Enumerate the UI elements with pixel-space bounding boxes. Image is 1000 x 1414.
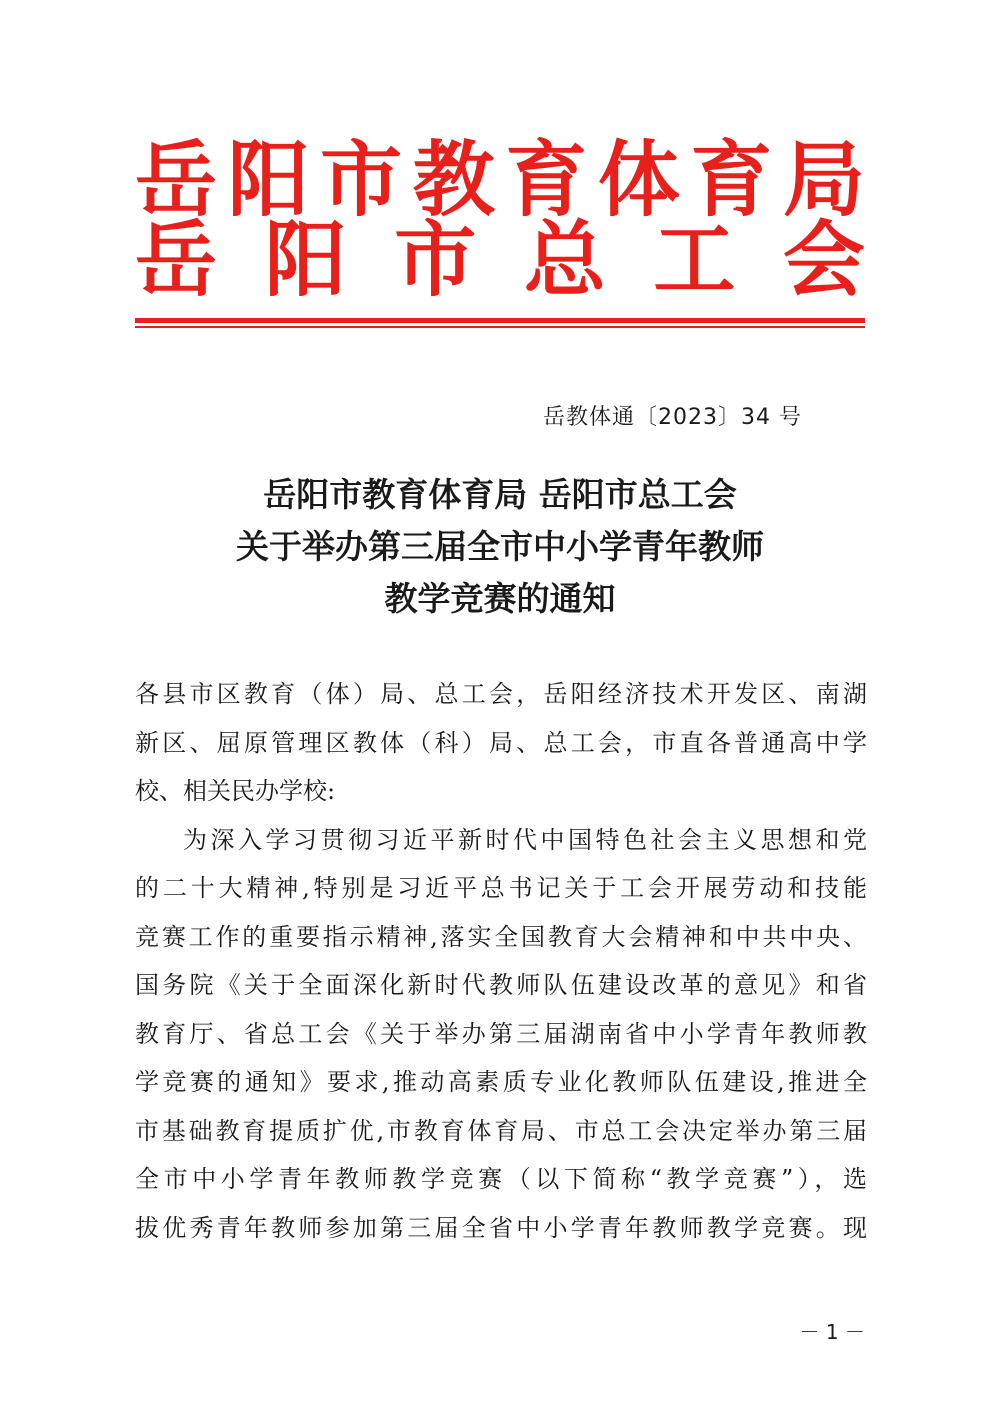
header-char: 局 (782, 132, 865, 228)
text-line: 的二十大精神,特别是习近平总书记关于工会开展劳动和技能 (135, 874, 867, 902)
header-char: 体 (597, 132, 680, 228)
text-line: 教育厅、省总工会《关于举办第三届湖南省中小学青年教师教 (135, 1019, 867, 1048)
text-line: 全市中小学青年教师教学竞赛（以下简称“教学竞赛”），选 (135, 1165, 867, 1193)
title-line-2: 关于举办第三届全市中小学青年教师 (236, 527, 764, 566)
header-divider-thin (135, 326, 865, 328)
header-char: 阳 (264, 212, 347, 308)
text-line: 新区、屈原管理区教体（科）局、总工会，市直各普通高中学 (135, 728, 867, 757)
text-line: 学竞赛的通知》要求,推动高素质专业化教师队伍建设,推进全 (135, 1068, 867, 1096)
header-char: 总 (523, 212, 606, 308)
text-line: 市基础教育提质扩优,市教育体育局、市总工会决定举办第三届 (135, 1116, 867, 1145)
header-char: 会 (782, 212, 865, 308)
header-char: 阳 (227, 132, 310, 228)
header-org-union (135, 205, 865, 315)
text-line: 为深入学习贯彻习近平新时代中国特色社会主义思想和党 (183, 825, 867, 854)
header-char: 育 (505, 132, 588, 228)
document-body (135, 670, 867, 1252)
header-char: 教 (412, 132, 495, 228)
header-char: 育 (690, 132, 773, 228)
salutation (135, 670, 867, 816)
text-line: 拔优秀青年教师参加第三届全省中小学青年教师教学竞赛。现 (135, 1213, 867, 1242)
document-number: 岳教体通〔2023〕34 号 (543, 405, 802, 430)
header-char: 市 (394, 212, 477, 308)
text-line: 校、相关民办学校: (135, 777, 336, 805)
header-char: 岳 (135, 132, 218, 228)
text-line: 各县市区教育（体）局、总工会，岳阳经济技术开发区、南湖 (135, 680, 867, 708)
header-char: 市 (320, 132, 403, 228)
header-char: 工 (653, 212, 736, 308)
title-line-3: 教学竞赛的通知 (384, 579, 616, 618)
title-line-1: 岳阳市教育体育局 岳阳市总工会 (263, 475, 737, 514)
page-number: － 1 － (799, 1320, 865, 1344)
text-line: 国务院《关于全面深化新时代教师队伍建设改革的意见》和省 (135, 971, 867, 999)
header-divider-thick (135, 318, 865, 323)
header-char: 岳 (135, 212, 218, 308)
text-line: 竞赛工作的重要指示精神,落实全国教育大会精神和中共中央、 (135, 922, 867, 951)
paragraph (135, 816, 867, 1253)
